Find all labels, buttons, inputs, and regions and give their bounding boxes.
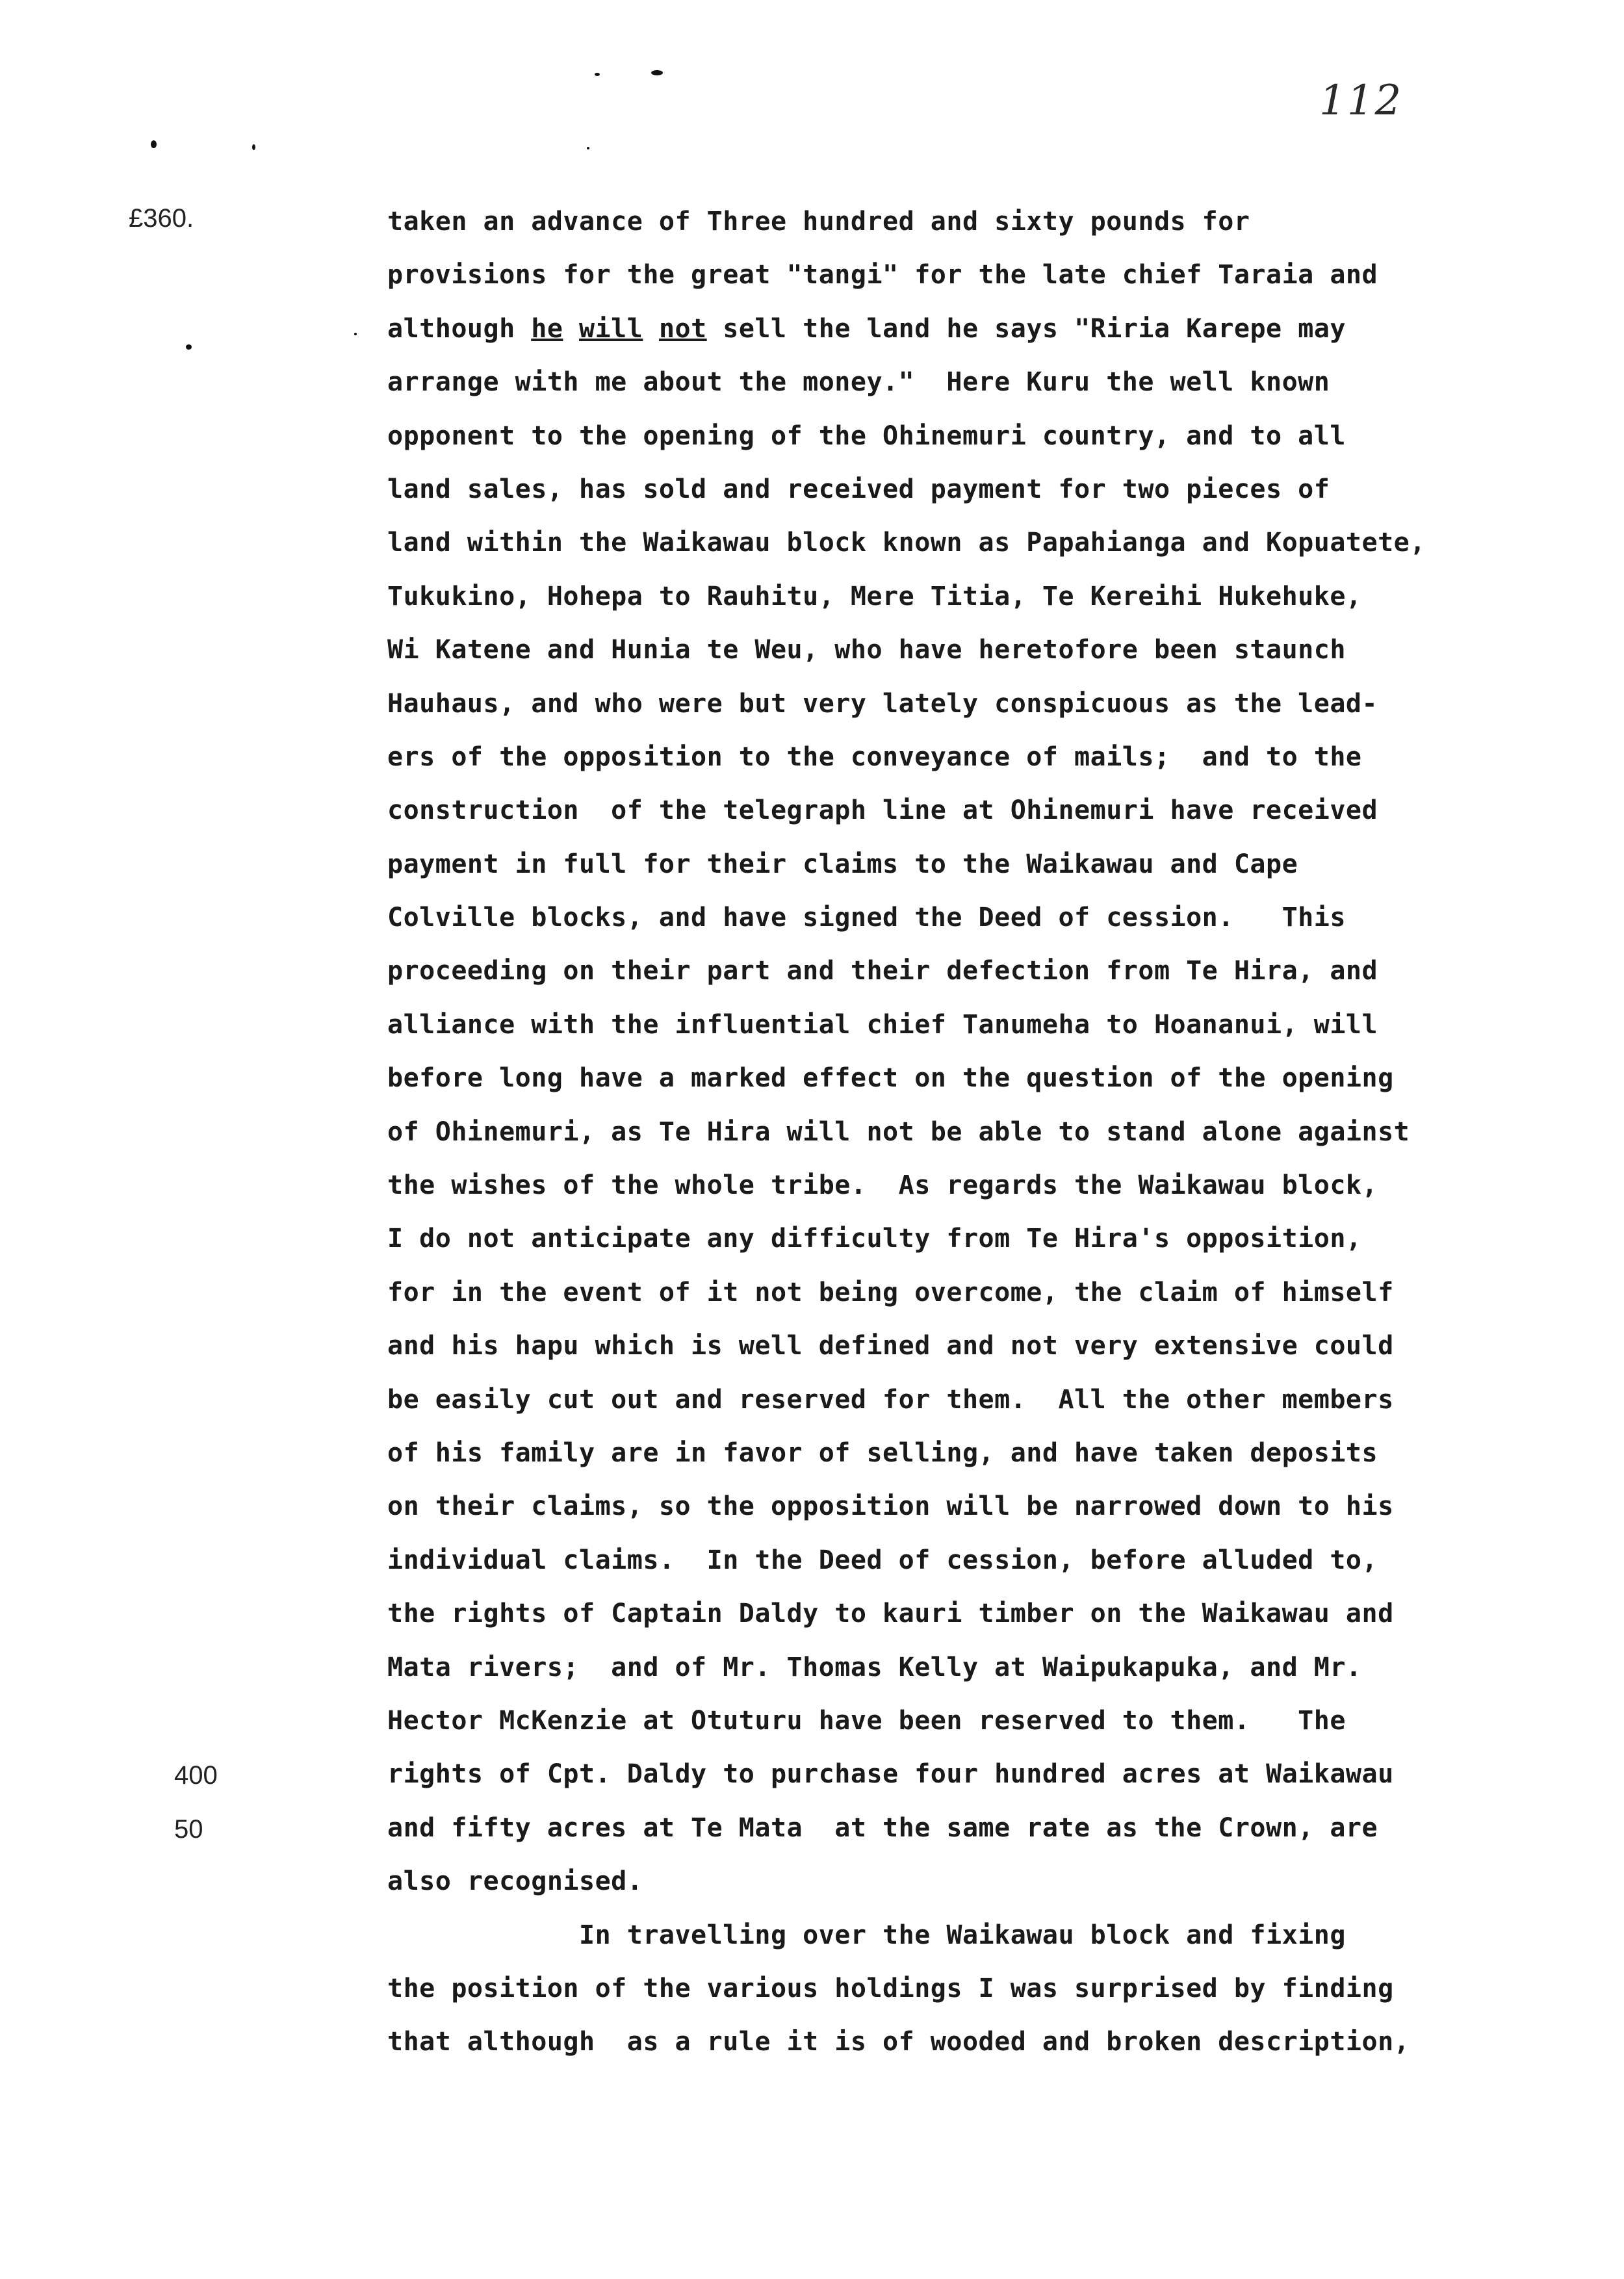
- page-number: 112: [1319, 77, 1403, 125]
- text-line: Wi Katene and Hunia te Weu, who have heretofore been staunch: [387, 635, 1346, 665]
- text-line: for in the event of it not being overcome, the claim of himself: [387, 1277, 1394, 1307]
- scan-speck: [587, 147, 589, 149]
- text-line: opponent to the opening of the Ohinemuri country, and to all: [387, 420, 1346, 451]
- text-line: the rights of Captain Daldy to kauri timber on the Waikawau and: [387, 1599, 1394, 1629]
- text-line: [387, 302, 1440, 355]
- margin-note-acres-400: 400: [174, 1761, 218, 1790]
- scan-speck: [252, 144, 255, 150]
- scan-speck: [651, 70, 663, 75]
- text-line: of Ohinemuri, as Te Hira will not be able to stand alone against: [387, 1116, 1410, 1147]
- text-line: Colville blocks, and have signed the Deed of cession. This: [387, 903, 1346, 933]
- text-line: of his family are in favor of selling, and have taken deposits: [387, 1437, 1378, 1468]
- text-line: be easily cut out and reserved for them. All the other members: [387, 1384, 1394, 1415]
- underlined-word: will: [579, 313, 643, 344]
- text-line: that although as a rule it is of wooded and broken description,: [387, 2027, 1410, 2057]
- text-line: the wishes of the whole tribe. As regards the Waikawau block,: [387, 1170, 1378, 1201]
- text-line: also recognised.: [387, 1866, 643, 1897]
- text-line: In travelling over the Waikawau block and fixing: [387, 1920, 1346, 1950]
- text-line: taken an advance of Three hundred and sixty pounds for: [387, 207, 1250, 237]
- text-line: arrange with me about the money." Here Kuru the well known: [387, 367, 1330, 398]
- text-line: on their claims, so the opposition will be narrowed down to his: [387, 1491, 1394, 1522]
- text-line: construction of the telegraph line at Ohinemuri have received: [387, 795, 1378, 826]
- text-line: Hector McKenzie at Otuturu have been reserved to them. The: [387, 1705, 1346, 1736]
- text-line: Tukukino, Hohepa to Rauhitu, Mere Titia, Te Kereihi Hukehuke,: [387, 581, 1362, 612]
- text-line: before long have a marked effect on the question of the opening: [387, 1063, 1394, 1094]
- underlined-word: he: [531, 313, 563, 344]
- text-line: and his hapu which is well defined and not very extensive could: [387, 1331, 1394, 1361]
- text-line: proceeding on their part and their defection from Te Hira, and: [387, 956, 1378, 986]
- text-line: ers of the opposition to the conveyance of mails; and to the: [387, 741, 1362, 772]
- text-line: land within the Waikawau block known as Papahianga and Kopuatete,: [387, 528, 1426, 558]
- text-line: the position of the various holdings I was surprised by finding: [387, 1973, 1394, 2003]
- text-fragment: although: [387, 313, 532, 344]
- text-line: provisions for the great "tangi" for the late chief Taraia and: [387, 260, 1378, 290]
- text-line: Hauhaus, and who were but very lately conspicuous as the lead-: [387, 688, 1378, 719]
- body-text: [387, 195, 1440, 2069]
- text-line: payment in full for their claims to the Waikawau and Cape: [387, 849, 1298, 879]
- text-line: individual claims. In the Deed of cession, before alluded to,: [387, 1545, 1378, 1575]
- scan-speck: [186, 344, 192, 350]
- scan-speck: [595, 73, 600, 76]
- margin-note-acres-50: 50: [174, 1815, 203, 1844]
- text-line: I do not anticipate any difficulty from Te Hira's opposition,: [387, 1224, 1362, 1254]
- text-line: Mata rivers; and of Mr. Thomas Kelly at Waipukapuka, and Mr.: [387, 1652, 1362, 1682]
- text-line: land sales, has sold and received payment for two pieces of: [387, 474, 1330, 504]
- text-line: alliance with the influential chief Tanumeha to Hoananui, will: [387, 1009, 1378, 1040]
- text-fragment: sell the land he says "Riria Karepe may: [706, 313, 1346, 344]
- text-line: rights of Cpt. Daldy to purchase four hundred acres at Waikawau: [387, 1759, 1394, 1790]
- scan-speck: [354, 333, 357, 335]
- scan-speck: [151, 140, 157, 148]
- text-line: and fifty acres at Te Mata at the same rate as the Crown, are: [387, 1812, 1378, 1843]
- margin-note-amount: £360.: [129, 204, 194, 233]
- underlined-word: not: [658, 313, 707, 344]
